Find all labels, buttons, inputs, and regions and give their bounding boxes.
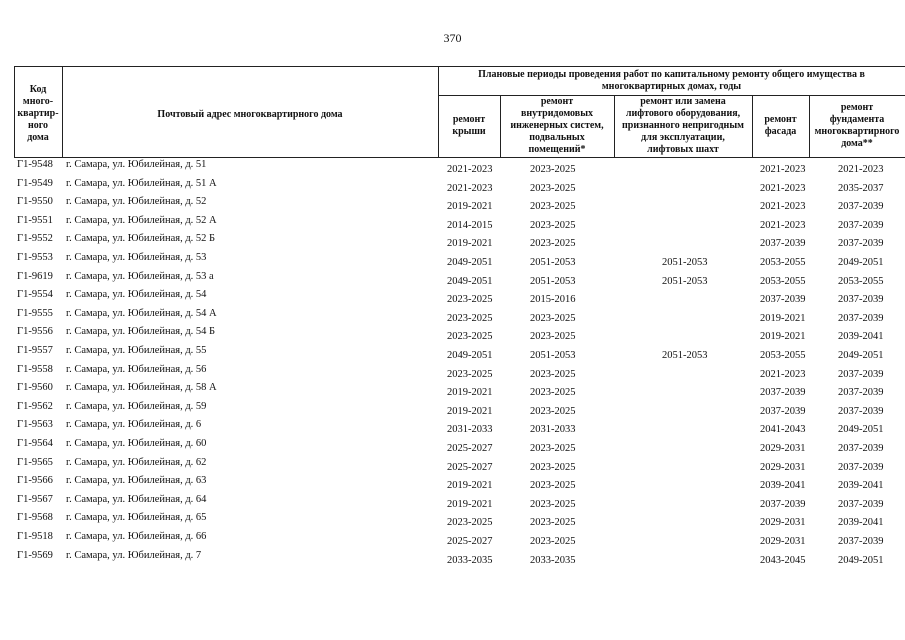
cell-address: г. Самара, ул. Юбилейная, д. 64 [66,493,207,505]
cell-systems: 2031-2033 [530,424,576,436]
cell-code: Г1-9619 [17,270,53,282]
cell-code: Г1-9549 [17,177,53,189]
cell-foundation: 2037-2039 [838,201,884,213]
cell-address: г. Самара, ул. Юбилейная, д. 53 а [66,270,214,282]
cell-code: Г1-9563 [17,419,53,431]
table-row [14,549,905,568]
cell-lift: 2051-2053 [662,275,708,287]
cell-roof: 2033-2035 [447,554,493,566]
cell-foundation: 2049-2051 [838,554,884,566]
cell-facade: 2021-2023 [760,182,806,194]
cell-roof: 2021-2023 [447,164,493,175]
header-period-group-line: многоквартирных домах, годы [601,81,742,92]
header-code-line: много- [22,96,54,107]
cell-foundation: 2049-2051 [838,350,884,361]
cell-roof: 2023-2025 [447,368,493,380]
cell-code: Г1-9568 [17,512,53,524]
cell-foundation: 2035-2037 [838,182,884,194]
header-systems-line: инженерных систем, [510,120,604,131]
table-row [14,344,905,363]
cell-address: г. Самара, ул. Юбилейная, д. 52 [66,196,207,208]
cell-roof: 2049-2051 [447,350,493,361]
cell-code: Г1-9518 [17,531,53,542]
cell-address: г. Самара, ул. Юбилейная, д. 51 [66,159,207,170]
cell-systems: 2023-2025 [530,312,576,324]
header-systems-line: ремонт [540,96,574,107]
header-foundation-line: многоквартирного [814,126,900,137]
header-code-line: дома [27,132,49,143]
header-systems [500,96,614,156]
cell-roof: 2049-2051 [447,275,493,287]
cell-foundation: 2037-2039 [838,238,884,250]
table-row [14,288,905,307]
table-row [14,530,905,549]
cell-address: г. Самара, ул. Юбилейная, д. 53 [66,252,207,263]
cell-roof: 2025-2027 [447,443,493,454]
cell-facade: 2041-2043 [760,424,806,436]
cell-foundation: 2053-2055 [838,275,884,287]
cell-systems: 2023-2025 [530,219,576,231]
cell-facade: 2021-2023 [760,201,806,213]
table-row [14,251,905,270]
cell-facade: 2021-2023 [760,368,806,380]
table-row [14,232,905,251]
cell-facade: 2029-2031 [760,517,806,529]
cell-code: Г1-9554 [17,289,53,301]
cell-facade: 2029-2031 [760,461,806,473]
header-foundation-line: фундамента [829,114,885,125]
table-row [14,381,905,400]
cell-systems: 2033-2035 [530,554,576,566]
cell-roof: 2023-2025 [447,517,493,529]
cell-address: г. Самара, ул. Юбилейная, д. 54 [66,289,207,301]
table-row [14,456,905,475]
cell-systems: 2051-2053 [530,257,576,268]
cell-code: Г1-9567 [17,493,53,505]
cell-roof: 2025-2027 [447,461,493,473]
cell-facade: 2037-2039 [760,294,806,306]
cell-roof: 2019-2021 [447,387,493,399]
cell-address: г. Самара, ул. Юбилейная, д. 63 [66,475,207,487]
cell-foundation: 2037-2039 [838,498,884,510]
cell-systems: 2023-2025 [530,201,576,213]
cell-facade: 2037-2039 [760,405,806,417]
cell-facade: 2053-2055 [760,275,806,287]
header-facade-line: фасада [764,126,797,137]
cell-foundation: 2039-2041 [838,517,884,529]
table-row [14,363,905,382]
cell-foundation: 2037-2039 [838,312,884,324]
cell-lift: 2051-2053 [662,350,708,361]
cell-systems: 2023-2025 [530,498,576,510]
cell-address: г. Самара, ул. Юбилейная, д. 56 [66,363,207,375]
cell-code: Г1-9557 [17,345,53,356]
cell-address: г. Самара, ул. Юбилейная, д. 7 [66,549,202,561]
table-row [14,214,905,233]
cell-roof: 2025-2027 [447,536,493,547]
cell-facade: 2053-2055 [760,350,806,361]
cell-systems: 2023-2025 [530,461,576,473]
cell-foundation: 2021-2023 [838,164,884,175]
cell-code: Г1-9569 [17,549,53,561]
cell-roof: 2019-2021 [447,405,493,417]
cell-roof: 2049-2051 [447,257,493,268]
cell-address: г. Самара, ул. Юбилейная, д. 65 [66,512,207,524]
cell-systems: 2023-2025 [530,331,576,343]
cell-address: г. Самара, ул. Юбилейная, д. 60 [66,438,207,449]
cell-systems: 2023-2025 [530,405,576,417]
cell-address: г. Самара, ул. Юбилейная, д. 55 [66,345,207,356]
header-top-rule [14,66,905,67]
header-foundation [809,102,905,150]
header-lift-line: лифтовых шахт [647,144,719,155]
header-facade [752,114,809,138]
cell-roof: 2014-2015 [447,219,493,231]
cell-systems: 2023-2025 [530,368,576,380]
cell-foundation: 2049-2051 [838,424,884,436]
header-code-line: квартир- [17,108,59,119]
cell-facade: 2021-2023 [760,219,806,231]
cell-foundation: 2049-2051 [838,257,884,268]
cell-facade: 2043-2045 [760,554,806,566]
table-row [14,493,905,512]
cell-code: Г1-9560 [17,382,53,394]
cell-code: Г1-9553 [17,252,53,263]
table-row [14,307,905,326]
cell-foundation: 2039-2041 [838,480,884,492]
cell-code: Г1-9555 [17,307,53,319]
table-row [14,400,905,419]
cell-roof: 2019-2021 [447,201,493,213]
cell-facade: 2029-2031 [760,443,806,454]
cell-facade: 2037-2039 [760,387,806,399]
cell-roof: 2023-2025 [447,312,493,324]
cell-foundation: 2039-2041 [838,331,884,343]
cell-code: Г1-9548 [17,159,53,170]
cell-roof: 2021-2023 [447,182,493,194]
table-row [14,270,905,289]
header-roof [438,114,500,138]
cell-systems: 2023-2025 [530,443,576,454]
cell-roof: 2019-2021 [447,498,493,510]
cell-code: Г1-9565 [17,456,53,468]
header-lift-line: для эксплуатации, [641,132,725,143]
header-address: Почтовый адрес многоквартирного дома [157,109,343,120]
cell-systems: 2051-2053 [530,350,576,361]
cell-foundation: 2037-2039 [838,219,884,231]
cell-code: Г1-9550 [17,196,53,208]
cell-facade: 2021-2023 [760,164,806,175]
cell-facade: 2039-2041 [760,480,806,492]
header-roof-line: крыши [452,126,486,137]
cell-facade: 2037-2039 [760,238,806,250]
cell-code: Г1-9551 [17,214,53,226]
cell-code: Г1-9564 [17,438,53,449]
table-row [14,437,905,456]
cell-address: г. Самара, ул. Юбилейная, д. 66 [66,531,207,542]
cell-foundation: 2037-2039 [838,368,884,380]
table-row [14,158,905,177]
header-code [14,84,62,144]
cell-systems: 2023-2025 [530,387,576,399]
cell-lift: 2051-2053 [662,257,708,268]
cell-foundation: 2037-2039 [838,443,884,454]
cell-code: Г1-9562 [17,400,53,412]
cell-foundation: 2037-2039 [838,294,884,306]
header-systems-line: подвальных [529,132,585,143]
cell-systems: 2023-2025 [530,480,576,492]
cell-address: г. Самара, ул. Юбилейная, д. 54 Б [66,326,216,338]
table-row [14,177,905,196]
header-period-group-line: Плановые периоды проведения работ по капитальному ремонту общего имущества в [478,69,865,80]
header-foundation-line: дома** [841,138,873,149]
cell-systems: 2051-2053 [530,275,576,287]
cell-code: Г1-9552 [17,233,53,245]
cell-roof: 2023-2025 [447,294,493,306]
cell-address: г. Самара, ул. Юбилейная, д. 59 [66,400,207,412]
cell-facade: 2019-2021 [760,331,806,343]
page-number: 370 [443,31,462,45]
cell-systems: 2023-2025 [530,164,576,175]
cell-code: Г1-9556 [17,326,53,338]
cell-address: г. Самара, ул. Юбилейная, д. 51 А [66,177,217,189]
cell-foundation: 2037-2039 [838,405,884,417]
cell-address: г. Самара, ул. Юбилейная, д. 58 А [66,382,217,394]
cell-code: Г1-9558 [17,363,53,375]
table-row [14,325,905,344]
table-row [14,511,905,530]
cell-facade: 2019-2021 [760,312,806,324]
header-foundation-line: ремонт [840,102,874,113]
header-lift-line: лифтового оборудования, [625,108,741,119]
cell-address: г. Самара, ул. Юбилейная, д. 62 [66,456,207,468]
cell-address: г. Самара, ул. Юбилейная, д. 52 Б [66,233,216,245]
table-row [14,195,905,214]
header-period-group [438,69,905,93]
cell-foundation: 2037-2039 [838,461,884,473]
cell-roof: 2031-2033 [447,424,493,436]
cell-facade: 2053-2055 [760,257,806,268]
cell-address: г. Самара, ул. Юбилейная, д. 54 А [66,307,217,319]
cell-systems: 2015-2016 [530,294,576,306]
header-roof-line: ремонт [452,114,486,125]
table-row [14,418,905,437]
header-systems-line: внутридомовых [520,108,594,119]
header-code-line: ного [27,120,49,131]
header-lift-line: ремонт или замена [640,96,726,107]
table-row [14,474,905,493]
header-systems-line: помещений* [528,144,586,155]
header-lift-line: признанного непригодным [622,120,744,131]
header-lift [614,96,752,156]
cell-facade: 2029-2031 [760,536,806,547]
cell-code: Г1-9566 [17,475,53,487]
cell-roof: 2019-2021 [447,238,493,250]
cell-roof: 2019-2021 [447,480,493,492]
cell-address: г. Самара, ул. Юбилейная, д. 52 А [66,214,217,226]
cell-address: г. Самара, ул. Юбилейная, д. 6 [66,419,202,431]
cell-foundation: 2037-2039 [838,387,884,399]
cell-systems: 2023-2025 [530,182,576,194]
cell-systems: 2023-2025 [530,517,576,529]
header-code-line: Код [29,84,47,95]
cell-foundation: 2037-2039 [838,536,884,547]
cell-systems: 2023-2025 [530,536,576,547]
cell-roof: 2023-2025 [447,331,493,343]
cell-systems: 2023-2025 [530,238,576,250]
cell-facade: 2037-2039 [760,498,806,510]
header-facade-line: ремонт [764,114,797,125]
